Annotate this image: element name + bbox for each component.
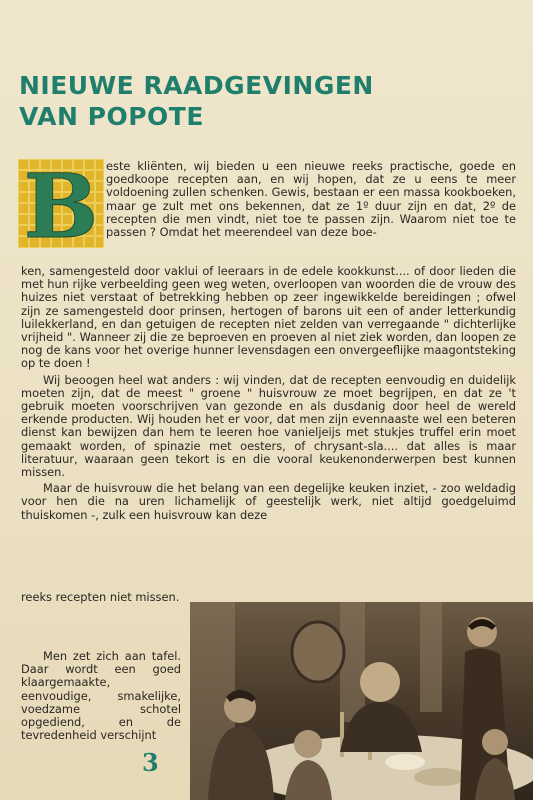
page-title: [19, 70, 499, 132]
narrow-column-top: [21, 591, 181, 604]
paragraph-3-end: reeks recepten niet missen.: [21, 590, 180, 604]
page-number: 3: [142, 748, 159, 777]
dropcap-letter: B: [23, 159, 99, 248]
title-line-2: VAN POPOTE: [19, 102, 204, 131]
body-column: [21, 265, 516, 522]
paragraph-3: Maar de huisvrouw die het belang van een degelijke keuken inziet, - zoo weldadig voor hen die na uren lichamelijk of geestelijk werk, niet altijd goedgeluimd thuiskomen -, zulk een huisvrouw kan deze: [21, 481, 516, 522]
title-line-1: NIEUWE RAADGEVINGEN: [19, 71, 374, 100]
paragraph-2: Wij beoogen heel wat anders : wij vinden, dat de recepten eenvoudig en duidelijk moeten zijn, dat de meest " groene " huisvrouw ze moet begrijpen, en dat ze 't gebruik moeten voorschrijven van gezonde en als dusdanig door heel de wereld erkende producten. Wij houden het er voor, dat men zijn evennaaste wel een beteren dienst kan bewijzen dan hem te leeren hoe vanieljeijs met stukjes truffel erin moet gemaakt worden, of spinazie met oesters, of chrysant-sla.... dat alles is maar literatuur, waaraan geen tekort is en die vooral keukenonderwerpen best kunnen missen.: [21, 372, 516, 480]
photo-mirror: [292, 622, 344, 682]
dropcap-initial: [18, 159, 104, 248]
family-dinner-photo: [190, 602, 533, 800]
paragraph-4: Men zet zich aan tafel. Daar wordt een goed klaargemaakte, eenvoudige, smakelijke, voedzame schotel opgediend, en de tevredenheid verschijnt: [21, 649, 181, 743]
intro-paragraph: [106, 160, 516, 239]
intro-text: este kliënten, wij bieden u een nieuwe reeks practische, goede en goedkoope recepten aan, en wij hopen, dat ze u eens te meer voldoening zullen schenken. Gewis, bestaan er een massa kookboeken, maar ge zult met ons bekennen, dat ze 1º duur zijn en dat, 2º de recepten die men vindt, niet toe te passen zijn. Waarom niet toe te passen ? Omdat het meerendeel van deze boe-: [106, 159, 516, 240]
narrow-column-bottom: [21, 647, 181, 742]
paragraph-1-continued: ken, samengesteld door vaklui of leeraars in de edele kookkunst.... of door lieden die met hun rijke verbeelding geen weg weten, overloopen van woorden die de vrouw des huizes niet verstaat of betrekking hebben op zeer ingewikkelde bereidingen ; ofwel zijn ze samengesteld door prinsen, hertogen of barons uit een of ander letterkundig luilekkerland, en dan getuigen de recepten niet zelden van verregaande " dichterlijke vrijheid ". Wanneer zij die ze beproeven en proeven al niet ziek worden, dan loopen ze nog de kans voor het overige hunner levensdagen een onvergeeflijke maagontsteking op te doen !: [21, 264, 516, 371]
